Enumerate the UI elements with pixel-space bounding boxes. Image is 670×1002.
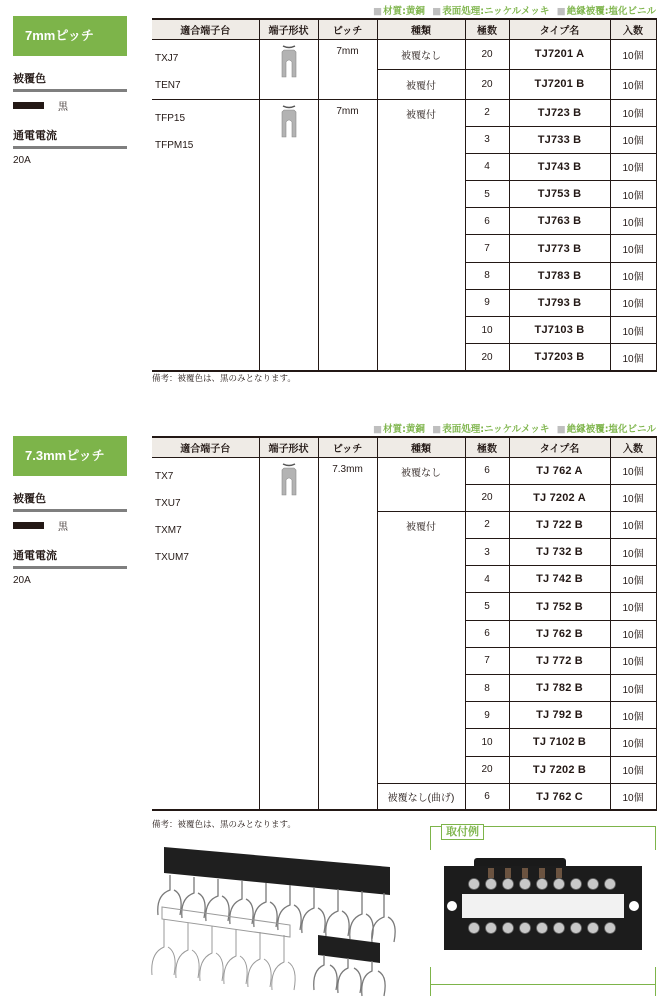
column-header: 入数	[610, 19, 656, 39]
pitch-badge: 7mmピッチ	[13, 16, 127, 56]
table-cell: 10個	[610, 39, 656, 69]
color-swatch	[13, 102, 44, 109]
table-cell: 4	[465, 566, 509, 593]
table-cell: 9	[465, 289, 509, 316]
column-header: 極数	[465, 19, 509, 39]
table-cell: 被覆なし	[377, 457, 465, 511]
table-cell: 20	[465, 39, 509, 69]
table-cell: 10個	[610, 99, 656, 126]
table-cell: 10個	[610, 593, 656, 620]
table-cell: TJ 722 B	[509, 511, 610, 538]
table-cell: 10個	[610, 539, 656, 566]
table-cell: TJ 7202 A	[509, 484, 610, 511]
pitch-badge: 7.3mmピッチ	[13, 436, 127, 476]
column-header: 種類	[377, 437, 465, 457]
table-cell: 10個	[610, 153, 656, 180]
table-cell: TJ7103 B	[509, 317, 610, 344]
table-cell: 被覆付	[377, 69, 465, 99]
mounting-example-frame-bottom	[430, 968, 656, 985]
table-cell: 6	[465, 620, 509, 647]
note-7-3mm: 備考：被覆色は、黒のみとなります。	[152, 820, 296, 830]
column-header: 適合端子台	[152, 19, 259, 39]
table-cell: 7	[465, 235, 509, 262]
table-row	[152, 39, 656, 69]
table-row	[152, 457, 656, 484]
table-cell: 7	[465, 647, 509, 674]
column-header: 極数	[465, 437, 509, 457]
table-cell: TJ 782 B	[509, 675, 610, 702]
table-cell: TJ793 B	[509, 289, 610, 316]
table-cell: 10個	[610, 675, 656, 702]
table-cell: TJ 7202 B	[509, 756, 610, 783]
table-cell: TJ743 B	[509, 153, 610, 180]
table-cell: TJ 762 B	[509, 620, 610, 647]
table-cell: 2	[465, 99, 509, 126]
table-cell: TJ723 B	[509, 99, 610, 126]
material-spec: ■材質:黄銅 ■表面処理:ニッケルメッキ ■絶縁被覆:塩化ビニル	[373, 424, 656, 435]
column-header: タイプ名	[509, 19, 610, 39]
column-header: 適合端子台	[152, 437, 259, 457]
table-cell: 8	[465, 262, 509, 289]
mounting-example-label: 取付例	[441, 824, 484, 840]
table-cell: 7.3mm	[318, 457, 377, 810]
table-cell: 10個	[610, 126, 656, 153]
table-cell: 10個	[610, 69, 656, 99]
table-cell: 10個	[610, 702, 656, 729]
table-cell: 10個	[610, 729, 656, 756]
table-cell: 20	[465, 756, 509, 783]
table-cell: TJ 792 B	[509, 702, 610, 729]
table-cell: 3	[465, 539, 509, 566]
note-7mm: 備考：被覆色は、黒のみとなります。	[152, 374, 296, 384]
table-row	[152, 99, 656, 126]
table-cell: TXJ7 TEN7	[152, 39, 259, 99]
column-header: 種類	[377, 19, 465, 39]
table-cell: 4	[465, 153, 509, 180]
table-cell: TFP15 TFPM15	[152, 99, 259, 371]
table-cell: TX7 TXU7 TXM7 TXUM7	[152, 457, 259, 810]
table-cell: 10個	[610, 566, 656, 593]
column-header: ピッチ	[318, 19, 377, 39]
jumper-bar-photo	[150, 835, 415, 1000]
fork-terminal-icon	[259, 39, 318, 99]
table-cell: 6	[465, 783, 509, 810]
table-cell: 20	[465, 484, 509, 511]
product-table-7mm	[152, 18, 657, 372]
table-cell: 7mm	[318, 39, 377, 99]
table-cell: 8	[465, 675, 509, 702]
table-cell: 被覆付	[377, 99, 465, 371]
table-cell: TJ763 B	[509, 208, 610, 235]
table-cell: 10個	[610, 484, 656, 511]
column-header: ピッチ	[318, 437, 377, 457]
terminal-block-photo	[444, 858, 644, 958]
table-cell: TJ 7102 B	[509, 729, 610, 756]
table-cell: TJ7203 B	[509, 344, 610, 371]
table-cell: 10個	[610, 620, 656, 647]
table-cell: TJ753 B	[509, 181, 610, 208]
table-cell: 10個	[610, 262, 656, 289]
table-cell: 3	[465, 126, 509, 153]
table-cell: TJ7201 B	[509, 69, 610, 99]
table-cell: TJ 732 B	[509, 539, 610, 566]
table-cell: 10個	[610, 208, 656, 235]
color-swatch	[13, 522, 44, 529]
table-cell: 10個	[610, 457, 656, 484]
column-header: 入数	[610, 437, 656, 457]
fork-terminal-icon	[259, 99, 318, 371]
table-cell: 10個	[610, 511, 656, 538]
spec-sidebar-7mm	[13, 16, 127, 166]
table-cell: 被覆なし(曲げ)	[377, 783, 465, 810]
table-cell: 10個	[610, 235, 656, 262]
table-cell: 20	[465, 344, 509, 371]
cover-color-heading: 被覆色	[13, 70, 127, 92]
current-heading: 通電電流	[13, 547, 127, 569]
table-cell: 被覆付	[377, 511, 465, 783]
table-cell: 6	[465, 208, 509, 235]
table-cell: TJ 762 C	[509, 783, 610, 810]
column-header: タイプ名	[509, 437, 610, 457]
table-cell: 10個	[610, 289, 656, 316]
table-cell: 10	[465, 317, 509, 344]
column-header: 端子形状	[259, 19, 318, 39]
cover-color-heading: 被覆色	[13, 490, 127, 512]
table-cell: 10	[465, 729, 509, 756]
current-value: 20A	[13, 575, 31, 586]
table-cell: 10個	[610, 181, 656, 208]
fork-terminal-icon	[259, 457, 318, 810]
table-header	[152, 437, 656, 457]
table-cell: 5	[465, 593, 509, 620]
table-cell: 被覆なし	[377, 39, 465, 69]
table-cell: 6	[465, 457, 509, 484]
table-cell: 10個	[610, 756, 656, 783]
table-cell: 10個	[610, 647, 656, 674]
table-cell: 5	[465, 181, 509, 208]
product-table-7-3mm	[152, 436, 657, 811]
table-header	[152, 19, 656, 39]
table-cell: TJ 762 A	[509, 457, 610, 484]
table-cell: 2	[465, 511, 509, 538]
table-cell: TJ 772 B	[509, 647, 610, 674]
table-cell: 7mm	[318, 99, 377, 371]
table-cell: TJ 742 B	[509, 566, 610, 593]
table-cell: TJ733 B	[509, 126, 610, 153]
table-cell: TJ773 B	[509, 235, 610, 262]
table-cell: TJ 752 B	[509, 593, 610, 620]
table-cell: 10個	[610, 317, 656, 344]
column-header: 端子形状	[259, 437, 318, 457]
table-cell: 10個	[610, 344, 656, 371]
table-cell: 20	[465, 69, 509, 99]
current-heading: 通電電流	[13, 127, 127, 149]
table-cell: 9	[465, 702, 509, 729]
table-cell: 10個	[610, 783, 656, 810]
cover-color-value: 黒	[13, 518, 127, 533]
material-spec: ■材質:黄銅 ■表面処理:ニッケルメッキ ■絶縁被覆:塩化ビニル	[373, 6, 656, 17]
current-value: 20A	[13, 155, 31, 166]
table-cell: TJ783 B	[509, 262, 610, 289]
spec-sidebar-7-3mm	[13, 436, 127, 586]
cover-color-value: 黒	[13, 98, 127, 113]
table-cell: TJ7201 A	[509, 39, 610, 69]
